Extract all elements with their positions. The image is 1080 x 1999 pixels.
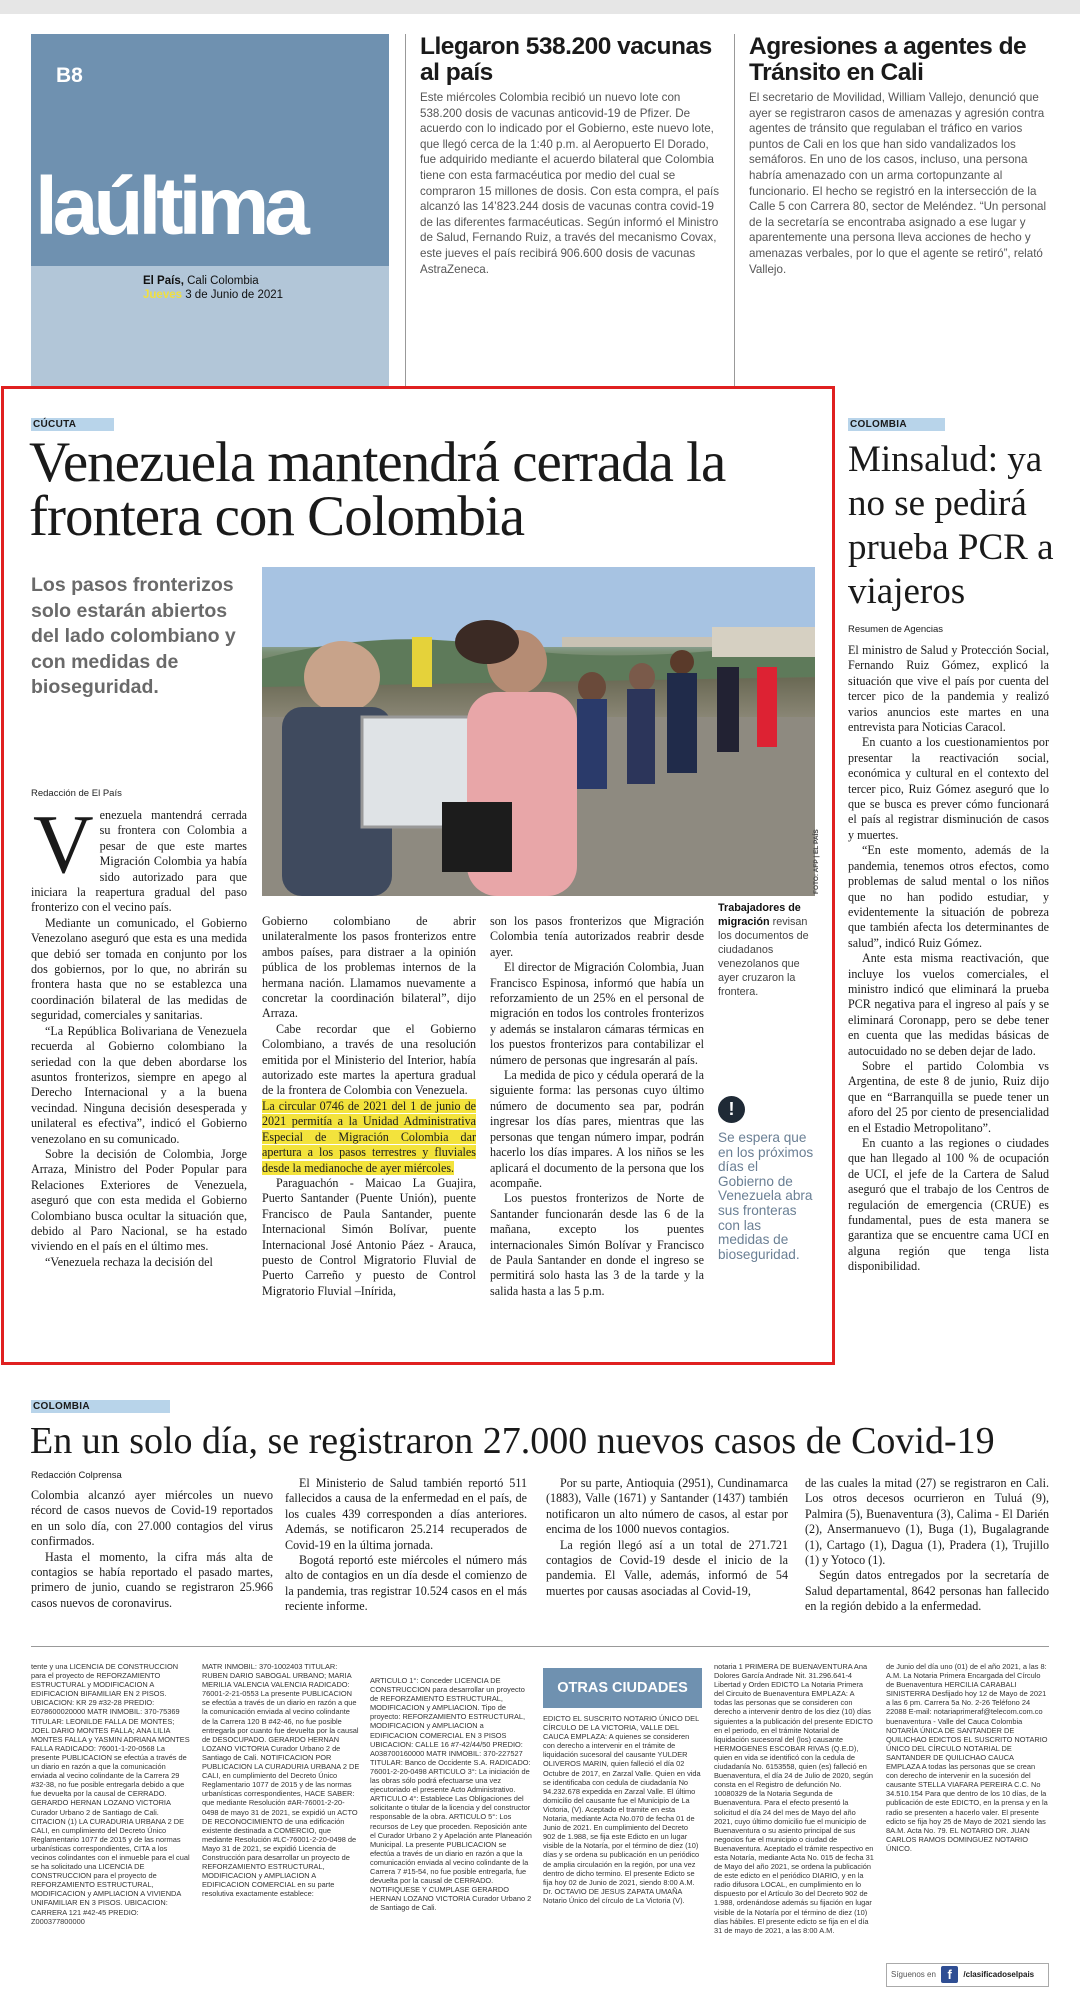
classifieds-divider <box>31 1646 1049 1647</box>
paragraph: En cuanto a las regiones o ciudades que han llegado al 100 % de ocupación de UCI, el jefe de la Cartera de Salud aseguró que el trabajo de los Centros de regulación de emergencia (CRUE) es fundamental, pues de esta manera se garantiza que se encuentre cama UCI en alguna región que tenga lista disponibilidad. <box>848 1136 1049 1274</box>
photo-border-checkpoint <box>262 567 815 896</box>
section-label: COLOMBIA <box>848 418 945 431</box>
main-column-2 <box>262 914 476 1299</box>
photo-credit: FOTO: AFP | EL PAÍS <box>813 829 820 894</box>
paragraph: Según datos entregados por la secretaría de Salud departamental, 8642 personas han fallecido en la región debido a la enfermedad. <box>805 1568 1049 1614</box>
main-column-1 <box>31 798 247 1270</box>
paragraph: Sobre el partido Colombia vs Argentina, de este 8 de junio, Ruiz dijo que en “Barranquilla se puede tener un aforo del 25 por ciento de presencialidad en el Estadio Metropolitano”. <box>848 1058 1049 1135</box>
classified-column-4: EDICTO EL SUSCRITO NOTARIO ÚNICO DEL CÍRCULO DE LA VICTORIA, VALLE DEL CAUCA EMPLAZA: A quienes se consideren con derecho a intervenir en el trámite de liquidación sucesoral del causante YULDER OLIVEROS MARIN, quien falleció el día 02 Octubre de 2017, en Zarzal Valle. Quien en vida se identificaba con cedula de ciudadanía No 94.232.678 expedida en Zarzal Valle. El último domicilio del causante fue el Municipio de La Victoria, (V). Aceptado el tramite en esta Notaria, mediante Acta No.070 de fecha 01 de Junio de 2021. En cumplimiento del Decreto 902 de 1.988, se fija este Edicto en un lugar visible de la Notaría, por el término de diez (10) días y se ordena su publicación en un periódico de amplia circulación en la región, por una vez dentro de dicho termino. El presente Edicto se fija hoy 02 de Junio de 2021, siendo 8:00 A.M. Dr. OCTAVIO DE JESUS ZAPATA UMAÑA Notario Único del círculo de La Victoria (V). <box>543 1714 701 1905</box>
paragraph: La medida de pico y cédula operará de la siguiente forma: las personas cuyo último número de documento sea par, podrán ingresar los días pares, mientras que las personas que tengan número impar, podrán hacerlo los días impares. A los niños se les aplicará el documento de la persona que los acompañe. <box>490 1068 704 1190</box>
classified-column-2: MATR INMOBIL: 370-1002403 TITULAR: RUBEN DARIO SABOGAL URBANO; MARIA MERILIA VALENCIA VALENCIA RADICADO: 76001-2-21-0553 La presente PUBLICACION se efectúa a través de un diario en razón a que la comunicación enviada al vecino colindante de la Carrera 120 B #42-46, no fue posible entregarla por cuanto fue devuelta por la causal de DESOCUPADO. GERARDO HERNAN LOZANO VICTORIA Curador Urbano 2 de Santiago de Cali. NOTIFICACION POR PUBLICACION LA CURADURIA URBANA 2 DE CALI, en cumplimiento del Decreto Único Reglamentario 1077 de 2015 y de las normas urbanísticas correspondientes, HACE SABER: que mediante Resolución #AR-76001-2-20-0498 de mayo 31 de 2021, se expidió un ACTO DE RECONOCIMIENTO de una edificación existente destinada a COMERCIO, que mediante Resolución #LC-76001-2-20-0498 de Mayo 31 de 2021, se expidió Licencia de Construcción para desarrollar un proyecto de REFORZAMIENTO ESTRUCTURAL, MODIFICACION y AMPLIACION A EDIFICACION COMERCIAL en su parte resolutiva exactamente establece: <box>202 1662 360 1899</box>
highlight-text: La circular 0746 de 2021 del 1 de junio de 2021 permitía a la Unidad Administrativa Especial de Migración Colombia dar apertura a los pasos terrestres y fluviales desde la medianoche de ayer miércoles. <box>262 1098 476 1175</box>
paragraph: Sobre la decisión de Colombia, Jorge Arraza, Ministro del Poder Popular para Relaciones Exteriores de Venezuela, aseguró que con esta medida el Gobierno Colombiano busca ocultar la situación que, debido al Paro Nacional, se ha estado viviendo en el país en el último mes. <box>31 1146 247 1254</box>
paragraph: Gobierno colombiano de abrir unilateralmente los pasos fronterizos entre ambos países, para distraer a la opinión pública de los problemas internos de la hermana nación. Llamamos nuevamente a concretar la coordinación bilateral”, dijo Arraza. <box>262 914 476 1021</box>
top-story-vacunas <box>405 34 725 388</box>
section-tag-colombia-side <box>848 414 945 432</box>
story-title: Llegaron 538.200 vacunas al país <box>420 33 712 86</box>
story-body: El secretario de Movilidad, William Vallejo, denunció que ayer se registraron casos de amenazas y agresión contra agentes de tránsito que regulaban el tráfico en varios puntos de Cali en los que han sido vandalizados los semáforos. En uno de los casos, incluso, una persona habría amenazado con un arma cortopunzante al funcionario. El hecho se registró en la intersección de la Calle 5 con Carrera 80, sector de Meléndez. “Un personal de la secretaría se encontraba asignado a ese lugar y aparentemente una persona lleva acciones de hecho y amenazas verbales, por lo que el agente se retiró”, relató Vallejo. <box>749 91 1047 276</box>
classified-column-3: ARTICULO 1°: Conceder LICENCIA DE CONSTRUCCION para desarrollar un proyecto de REFORZAMIENTO ESTRUCTURAL, MODIFICACION y AMPLIACION. Tipo de proyecto: REFORZAMIENTO ESTRUCTURAL, MODIFICACION y AMPLIACION a EDIFICACION COMERCIAL EN 3 PISOS UBICACION: CALLE 16 #7-42/44/50 PREDIO: A038700160000 MATR INMOBIL: 370-227527 TITULAR: Banco de Occidente S.A. RADICADO: 76001-2-20-0498 ARTICULO 3°: La iniciación de las obras sólo podrá efectuarse una vez ejecutoriado el presente Acto Administrativo. ARTICULO 4°: Establece Las Obligaciones del solicitante o titular de la licencia y del constructor responsable de la obra. ARTICULO 5°: Los recursos de Ley que proceden. Reposición ante el Curador Urbano 2 y Apelación ante Planeación Municipal. La presente PUBLICACION se efectúa a través de un diario en razón a que la comunicación enviada al vecino colindante de la Carrera 7 #15-54, no fue posible entregarla, fue devuelta por la causal de CERRADO. NOTIFIQUESE Y CUMPLASE GERARDO HERNAN LOZANO VICTORIA Curador Urbano 2 de Santiago de Cali. <box>370 1676 532 1913</box>
drop-cap: V <box>33 798 94 891</box>
section-tag-colombia-covid <box>31 1396 170 1414</box>
covid-column-2 <box>285 1476 527 1615</box>
dateline <box>143 274 283 302</box>
page-number: B8 <box>56 64 83 87</box>
caption-text: revisan los documentos de ciudadanos venezolanos que ayer cruzaron la frontera. <box>718 916 809 998</box>
paragraph: La región llegó así a un total de 271.721 contagios de Covid-19 desde el inicio de la pandemia. El Valle, además, informó de 54 muertes por causas asociadas al Covid-19, <box>546 1537 788 1598</box>
top-strip <box>0 0 1080 14</box>
dateline-paper: El País, <box>143 275 184 287</box>
byline: Redacción de El País <box>31 788 122 799</box>
top-story-transito <box>734 34 1052 388</box>
photo-caption <box>718 901 814 999</box>
paragraph: Ante esta misma reactivación, que incluye los vuelos comerciales, el ministro indicó que eliminará la prueba PCR negativa para el ingreso al país y se eliminará Coronapp, pero se debe tener en cuenta que las medidas básicas de autocuidado no se deben dejar de lado. <box>848 951 1049 1058</box>
dateline-day: Jueves <box>143 289 183 301</box>
caption-bold: Trabajadores de migración <box>718 902 801 928</box>
section-label: CÚCUTA <box>31 418 114 431</box>
classified-column-1: tente y una LICENCIA DE CONSTRUCCION para el proyecto de REFORZAMIENTO ESTRUCTURAL y MODIFICACION A EDIFICACION BIFAMILIAR EN 2 PISOS. UBICACION: KR 29 #32-28 PREDIO: E078600020000 MATR INMOBIL: 370-75369 TITULAR: LEONILDE FALLA DE MONTES; JOEL DARIO MONTES FALLA; ANA LILIA MONTES FALLA y YASMIN ADRIANA MONTES FALLA RADICADO: 76001-1-20-0568 La presente PUBLICACION se efectúa a través de un diario en razón a que la comunicación enviada al vecino colindante de la Carrera 29 #32-38, no fue posible entregarla debido a que fue devuelta por la causal de CERRADO. GERARDO HERNAN LOZANO VICTORIA Curador Urbano 2 de Santiago de Cali. CITACION (1) LA CURADURIA URBANA 2 DE CALI, en cumplimiento del Decreto Único Reglamentario 1077 de 2015 y de las normas urbanísticas correspondientes, CITA a los vecinos colindantes con el inmueble para el cual se ha solicitado una LICENCIA DE CONSTRUCCION para el proyecto de REFORZAMIENTO ESTRUCTURAL, MODIFICACION y AMPLIACION A VIVIENDA UNIFAMILIAR EN 3 PISOS. UBICACION: CARRERA 121 #42-45 PREDIO: Z000377800000 <box>31 1662 190 1926</box>
main-headline: Venezuela mantendrá cerrada la frontera con Colombia <box>29 431 726 548</box>
paragraph: “Venezuela rechaza la decisión del <box>45 1254 213 1269</box>
main-deck: Los pasos fronterizos solo estarán abiertos del lado colombiano y con medidas de bioseguridad. <box>31 574 236 698</box>
side-headline: Minsalud: ya no se pedirá prueba PCR a viajeros <box>848 439 1054 612</box>
covid-headline: En un solo día, se registraron 27.000 nuevos casos de Covid-19 <box>30 1420 995 1462</box>
covid-column-4 <box>805 1476 1049 1615</box>
section-label: COLOMBIA <box>31 1400 170 1413</box>
classified-column-5: notaria 1 PRIMERA DE BUENAVENTURA Ana Dolores García Andrade Nit. 31.296.641-4 Libertad y Orden EDICTO La Notaria Primera del Circuito de Buenaventura EMPLAZA: A todas las personas que se consideren con derecho a intervenir dentro de los diez (10) días siguientes a la publicación del presente EDICTO en el periodo, en el trámite Notarial de liquidación sucesoral del (los) causante HERMOGENES ESCOBAR RIVAS (Q.E.D), quien en vida se identificó con la cedula de ciudadanía No. 6153558, quien (es) falleció en Buenaventura, el día 24 de Julio de 2020, según consta en el Registro de defunción No. 10080329 de la Notaria Segunda de Buenaventura. Para el efecto presentó la solicitud el día 24 del mes de Mayo del año 2021, cuyo último domicilio fue el municipio de Buenaventura o su asiento principal de sus negocios fue el municipio o ciudad de Buenaventura. Aceptado el trámite respectivo en esta Notaría, mediante Acta No. 015 de fecha 31 de Mayo del año 2021, se ordena la publicación de este edicto en el periódico DIARIO, y en la radio difusora LOCAL, en cumplimiento en lo dispuesto por el Artículo 3o del Decreto 902 de 1.988, ordenándose además su fijación en lugar visible de la Notaría por el término de diez (10) días hábiles. El presente edicto se fija en el día 31 de mayo de 2021, a las 8:00 A.M. <box>714 1662 874 1935</box>
dateline-city: Cali Colombia <box>183 275 259 287</box>
paragraph: Los puestos fronterizos de Norte de Santander funcionarán desde las 6 de la mañana, excepto los puentes internacionales Simón Bolívar y Francisco de Paula Santander en donde el ingreso se permitirá solo hasta las 3 de la tarde y la salida hasta a las 5 p.m. <box>490 1191 704 1298</box>
side-byline: Resumen de Agencias <box>848 624 944 635</box>
story-title: Agresiones a agentes de Tránsito en Cali <box>749 33 1027 86</box>
social-follow-box[interactable] <box>886 1963 1049 1987</box>
alert-icon: ! <box>718 1096 745 1123</box>
paragraph: El director de Migración Colombia, Juan Francisco Espinosa, informó que había un reforzamiento de un 25% en el personal de migración en todos los controles fronterizos y además se instalaron cámaras térmicas en los puestos fronterizos para contabilizar el número de personas que ingresarán al país. <box>490 960 704 1067</box>
covid-byline: Redacción Colprensa <box>31 1470 122 1481</box>
facebook-icon[interactable]: f <box>941 1966 958 1983</box>
paragraph: enezuela mantendrá cerrada su frontera con Colombia a pesar de que este martes Migración Colombia ya había sido autorizado para que iniciara la reapertura gradual del paso fronterizo con el vecino país. <box>31 808 247 915</box>
photo-illustration <box>262 567 815 896</box>
paragraph: Colombia alcanzó ayer miércoles un nuevo récord de casos nuevos de Covid-19 reportados en un solo día, con 27.000 contagios del virus confirmados. <box>31 1488 273 1549</box>
section-tag-cucuta <box>31 414 114 432</box>
paragraph: En cuanto a los cuestionamientos por presentar la reactivación social, económica y cultural en el contexto del tercer pico, Ruiz Gómez aseguró que lo que se busca es prever cómo funcionará el país al registrar disminución de casos y muertes. <box>848 735 1049 842</box>
paragraph: Paraguachón - Maicao La Guajira, Puerto Santander (Puente Unión), puente Francisco de Paula Santander, puente Internacional Simón Bolívar, puente Internacional José Antonio Páez - Arauca, puesto de Control Migratorio Fluvial de Puerto Carreño y puesto de Control Migratorio Fluvial –Inírida, <box>262 1175 476 1298</box>
section-logo: laúltima <box>35 161 305 252</box>
paragraph: Por su parte, Antioquia (2951), Cundinamarca (1883), Valle (1671) y Santander (1437) también notificaron un alto número de casos, al estar por encima de los 1000 nuevos contagios. <box>546 1476 788 1537</box>
paragraph: Cabe recordar que el Gobierno Colombiano, a través de una resolución emitida por el Ministerio del Interior, había autorizado este martes la apertura gradual de la frontera de Colombia con Venezuela. <box>262 1021 476 1098</box>
covid-column-1 <box>31 1488 273 1611</box>
social-handle[interactable]: /clasificadoselpais <box>963 1970 1035 1979</box>
dateline-date: 3 de Junio de 2021 <box>182 289 284 301</box>
paragraph: El Ministerio de Salud también reportó 511 fallecidos a causa de la enfermedad en el país, de los cuales 439 corresponden a días anteriores. Además, se notificaron 25.214 recuperados de Covid-19 en la última jornada. <box>285 1476 527 1552</box>
callout-text: Se espera que en los próximos días el Gobierno de Venezuela abra sus fronteras con las medidas de bioseguridad. <box>718 1130 814 1262</box>
paragraph: “La República Bolivariana de Venezuela recuerda al Gobierno colombiano la seriedad con la que deben abordarse los asuntos fronterizos, siempre en apego al Derecho Internacional y a la buena vecindad. Ninguna decisión desesperada y unilateral es efectiva”, indicó el Gobierno venezolano en su comunicado. <box>31 1023 247 1146</box>
paragraph: Hasta el momento, la cifra más alta de contagios se había reportado el pasado martes, primero de junio, cuando se registraron 25.966 casos nuevos de coronavirus. <box>31 1549 273 1610</box>
paragraph: Bogotá reportó este miércoles el número más alto de contagios en un día desde el comienzo de la pandemia, tras registrar 10.524 casos en el más reciente informe. <box>285 1553 527 1614</box>
paragraph: de las cuales la mitad (27) se registraron en Cali. Los otros decesos ocurrieron en Tuluá (9), Palmira (5), Buenaventura (3), Calima - El Darién (2), Ansermanuevo (1), Buga (1), Bugalagrande (1), Cartago (1), Dagua (1), Pradera (1), Trujillo (1) y Yotoco (1). <box>805 1476 1049 1568</box>
classifieds-banner: OTRAS CIUDADES <box>543 1668 702 1708</box>
side-column <box>848 643 1049 1275</box>
story-body: Este miércoles Colombia recibió un nuevo lote con 538.200 dosis de vacunas anticovid-19 de Pfizer. De acuerdo con lo indicado por el Gobierno, este nuevo lote, que llegó cerca de la 1:40 p.m. al Aeropuerto El Dorado, fue adquirido mediante el acuerdo bilateral que Colombia tiene con esta farmacéutica por medio del cual se compraron 15 millones de dosis. Con esta compra, el país alcanzó las 14’823.244 dosis de vacunas contra covid-19 de las diferentes farmacéuticas. Según informó el Ministro de Salud, Fernando Ruiz, a través del mecanismo Covax, este jueves el país recibirá 906.600 dosis de vacunas AstraZeneca. <box>420 91 720 276</box>
masthead <box>31 34 389 386</box>
paragraph: “En este momento, además de la pandemia, tenemos otros efectos, como problemas de salud mental o los niños que no han podido estudiar, y evidentemente la situación de pobreza que también afecta los determinantes de salud”, indicó Ruiz Gómez. <box>848 843 1049 950</box>
highlighted-paragraph <box>262 1099 476 1176</box>
social-label: Síguenos en <box>891 1970 936 1979</box>
classified-column-6: de Junio del día uno (01) de el año 2021, a las 8: A.M. La Notaria Primera Encargada del Círculo de Buenaventura HERCILIA CARABALI SINISTERRA Desfijado hoy 12 de Mayo de 2021 a las 6 pm. Carrera 5a No. 2-26 Teléfono 24 22088 E-mail: notariaprimeraf@telecom.com.co buenaventura - Valle del Cauca Colombia NOTARÍA ÚNICA DE SANTANDER DE QUILICHAO EDICTOS EL SUSCRITO NOTARIO ÚNICO DEL CÍRCULO NOTARIAL DE SANTANDER DE QUILICHAO CAUCA EMPLAZA A todas las personas que se crean con derecho de intervenir en la sucesión del causante STELLA VIAFARA PEREIRA C.C. No 34.510.154 Para que dentro de los 10 días, de la publicación de este EDICTO, en la prensa y en la radio se presenten a hacerlo valer. El presente edicto se fija hoy 25 de Mayo de 2021 siendo las 8A.M. Acta No. 79. EL NOTARIO DR. JUAN CARLOS RAMOS DOMINGUEZ NOTARIO ÚNICO. <box>886 1662 1048 1853</box>
paragraph: El ministro de Salud y Protección Social, Fernando Ruiz Gómez, explicó la situación que vive el país por cuenta del tercer pico de la pandemia y realizó varios anuncios este martes en una entrevista para Noticias Caracol. <box>848 643 1049 735</box>
paragraph: son los pasos fronterizos que Migración Colombia tenía autorizados reabrir desde ayer. <box>490 914 704 959</box>
covid-column-3 <box>546 1476 788 1599</box>
main-column-3 <box>490 914 704 1299</box>
paragraph: Mediante un comunicado, el Gobierno Venezolano aseguró que esta es una medida que debió ser tomada en conjunto por los dos gobiernos, por lo que, no abrirán su frontera hasta que no se establezca una coordinación bilateral de las medidas de seguridad, comerciales y sanitarias. <box>31 915 247 1023</box>
